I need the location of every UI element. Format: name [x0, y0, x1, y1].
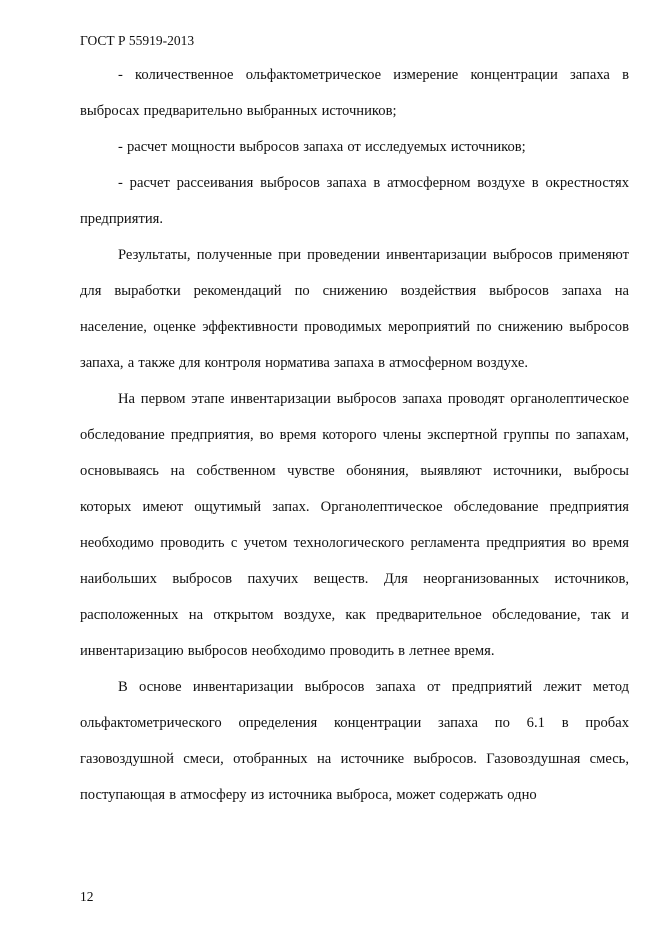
document-body	[80, 57, 629, 813]
paragraph-emission-power: - расчет мощности выбросов запаха от исследуемых источников;	[118, 139, 526, 155]
paragraph-first-stage: На первом этапе инвентаризации выбросов запаха проводят органолептическое обследование предприятия, во время которого члены экспертной группы по запахам, основываясь на собственном чувстве обоняния, выявляют источники, выбросы которых имеют ощутимый запах. Органолептическое обследование предприятия необходимо проводить с учетом технологического регламента предприятия во время наибольших выбросов пахучих веществ. Для неорганизованных источников, расположенных на открытом воздухе, как предварительное обследование, так и инвентаризацию выбросов необходимо проводить в летнее время.	[80, 391, 629, 659]
paragraph-dispersion-calculation: - расчет рассеивания выбросов запаха в атмосферном воздухе в окрестностях предприятия.	[80, 175, 629, 227]
paragraph-olfactometric-measurement: - количественное ольфактометрическое измерение концентрации запаха в выбросах предварительно выбранных источников;	[80, 67, 629, 119]
paragraph-inventory-results: Результаты, полученные при проведении инвентаризации выбросов применяют для выработки рекомендаций по снижению воздействия выбросов запаха на население, оценке эффективности проводимых мероприятий по снижению выбросов запаха, а также для контроля норматива запаха в атмосферном воздухе.	[80, 247, 629, 371]
paragraph-method-basis: В основе инвентаризации выбросов запаха от предприятий лежит метод ольфактометрического определения концентрации запаха по 6.1 в пробах газовоздушной смеси, отобранных на источнике выбросов. Газовоздушная смесь, поступающая в атмосферу из источника выброса, может содержать одно	[80, 679, 629, 803]
page-header-standard: ГОСТ Р 55919-2013	[80, 33, 195, 48]
page-number: 12	[80, 889, 94, 904]
